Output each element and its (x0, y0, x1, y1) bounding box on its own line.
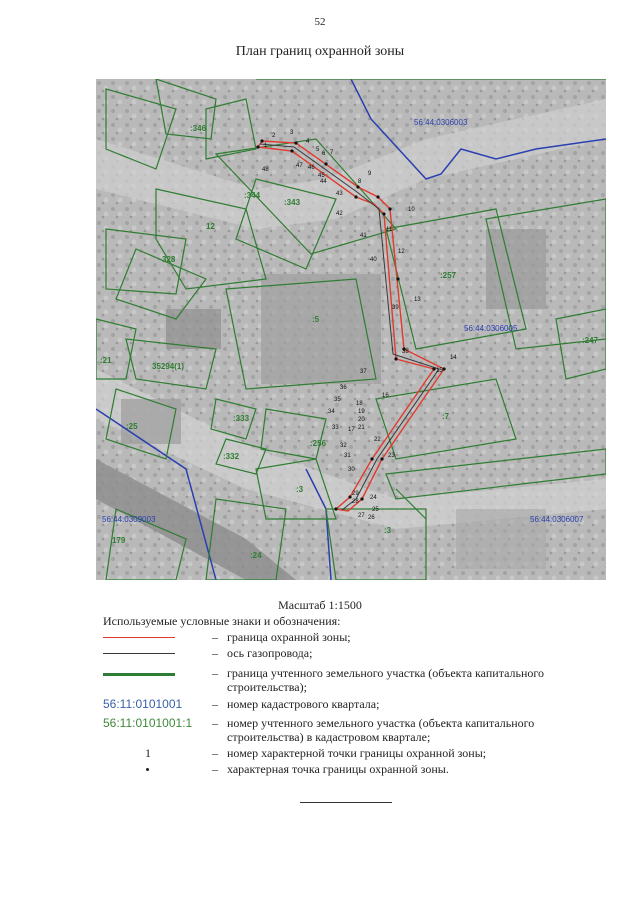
zone-point (360, 497, 363, 500)
point-number-label: 29 (352, 491, 359, 497)
point-number-label: 18 (356, 401, 363, 407)
point-number-label: 30 (348, 467, 355, 473)
legend-text: граница охранной зоны; (227, 630, 351, 644)
parcel-label: 328 (162, 255, 176, 264)
point-number-label: 8 (358, 179, 362, 185)
point-number-label: 21 (358, 425, 365, 431)
protection-zone-line-symbol (103, 637, 175, 638)
parcel-label: :24 (250, 551, 262, 560)
parcel-label: :25 (126, 422, 138, 431)
legend-dash: – (212, 762, 218, 776)
zone-point (354, 195, 357, 198)
point-number-label: 31 (344, 453, 351, 459)
point-number-label: 32 (340, 443, 347, 449)
point-number-label: 47 (296, 163, 303, 169)
legend-dash: – (212, 716, 218, 730)
point-number-label: 34 (328, 409, 335, 415)
zone-point (290, 149, 293, 152)
point-number-label: 28 (352, 499, 359, 505)
point-number-label: 4 (306, 139, 310, 145)
point-number-label: 13 (414, 297, 421, 303)
point-number-label: 11 (386, 227, 393, 233)
zone-point (396, 277, 399, 280)
point-number-label: 6 (322, 151, 326, 157)
quarter-label: 56:44:0306005 (464, 324, 518, 333)
point-number-label: 41 (360, 233, 367, 239)
legend-dash: – (212, 646, 218, 660)
zone-point (334, 507, 337, 510)
parcel-label: :7 (442, 412, 450, 421)
scale-label: Масштаб 1:1500 (278, 598, 362, 612)
point-number-label: 35 (334, 397, 341, 403)
point-number-label: 5 (316, 147, 320, 153)
point-number-label: 10 (408, 207, 415, 213)
parcel-label: 35294(1) (152, 362, 185, 371)
point-number-label: 12 (398, 249, 405, 255)
legend-dash: – (212, 697, 218, 711)
legend-dash: – (212, 746, 218, 760)
parcel-label: :21 (100, 356, 112, 365)
point-number-label: 20 (358, 417, 365, 423)
point-number-label: 1 (264, 143, 268, 149)
point-number-label: 39 (392, 305, 399, 311)
point-number-label: 3 (290, 130, 294, 136)
point-number-sample: 1 (145, 746, 151, 760)
point-number-label: 26 (368, 515, 375, 521)
parcel-label: :343 (284, 198, 301, 207)
point-number-label: 16 (382, 393, 389, 399)
parcel-label: :257 (440, 271, 457, 280)
legend-text: граница учтенного земельного участка (объекта капитального строительства); (227, 666, 545, 694)
point-number-label: 17 (348, 427, 355, 433)
point-number-label: 48 (262, 167, 269, 173)
point-number-label: 2 (272, 133, 276, 139)
point-number-label: 9 (368, 171, 372, 177)
zone-point (388, 207, 391, 210)
point-number-label: 36 (340, 385, 347, 391)
zone-point (324, 162, 327, 165)
closing-rule (300, 802, 392, 803)
quarter-label: 56:44:0306003 (414, 118, 468, 127)
parcel-label: :3 (296, 485, 304, 494)
point-number-label: 22 (374, 437, 381, 443)
page-title: План границ охранной зоны (235, 44, 405, 59)
legend-heading: Используемые условные знаки и обозначения: (103, 614, 341, 628)
legend-text: номер кадастрового квартала; (227, 697, 380, 711)
point-dot-symbol (146, 768, 149, 771)
legend-dash: – (212, 630, 218, 644)
parcel-label: :346 (190, 124, 207, 133)
point-number-label: 14 (450, 355, 457, 361)
legend-text: ось газопровода; (227, 646, 313, 660)
zone-point (382, 212, 385, 215)
point-number-label: 7 (330, 150, 334, 156)
quarter-label: 56:44:0306007 (530, 515, 584, 524)
parcel-label: 179 (112, 536, 126, 545)
parcel-label: :344 (244, 191, 261, 200)
parcel-label: :332 (223, 452, 240, 461)
zone-point (380, 457, 383, 460)
building-area (486, 229, 546, 309)
point-number-label: 38 (402, 349, 409, 355)
building-area (166, 309, 221, 349)
pipeline-axis-line-symbol (103, 653, 175, 654)
point-number-label: 45 (318, 173, 325, 179)
parcel-label: :3 (384, 526, 392, 535)
point-number-label: 42 (336, 211, 343, 217)
point-number-label: 46 (308, 165, 315, 171)
zone-point (370, 457, 373, 460)
point-number-label: 25 (372, 507, 379, 513)
point-number-label: 15 (436, 368, 443, 374)
point-number-label: 44 (320, 179, 327, 185)
point-number-label: 27 (358, 513, 365, 519)
legend-text: характерная точка границы охранной зоны. (227, 762, 449, 776)
map-frame (96, 79, 606, 580)
parcel-label: 12 (206, 222, 215, 231)
parcel-label: :333 (233, 414, 250, 423)
quarter-number-sample: 56:11:0101001 (103, 697, 183, 711)
zone-point (394, 357, 397, 360)
quarter-label: 56:44:0309003 (102, 515, 156, 524)
point-number-label: 19 (358, 409, 365, 415)
point-number-label: 24 (370, 495, 377, 501)
parcel-border-line-symbol (103, 673, 175, 676)
point-number-label: 40 (370, 257, 377, 263)
zone-point (442, 367, 445, 370)
parcel-number-sample: 56:11:0101001:1 (103, 716, 193, 730)
zone-point (376, 195, 379, 198)
point-number-label: 37 (360, 369, 367, 375)
parcel-label: :247 (582, 336, 599, 345)
cadastral-map (96, 79, 606, 580)
zone-point (256, 145, 259, 148)
point-number-label: 33 (332, 425, 339, 431)
page-number: 52 (314, 16, 326, 28)
legend-dash: – (212, 666, 218, 680)
parcel-label: :256 (310, 439, 327, 448)
building-area (261, 274, 381, 384)
zone-point (356, 185, 359, 188)
point-number-label: 43 (336, 191, 343, 197)
legend-text: номер учтенного земельного участка (объекта капитального строительства) в кадастровом квартале; (227, 716, 535, 744)
point-number-label: 23 (388, 453, 395, 459)
legend-text: номер характерной точки границы охранной зоны; (227, 746, 487, 760)
parcel-label: :5 (312, 315, 320, 324)
zone-point (294, 141, 297, 144)
